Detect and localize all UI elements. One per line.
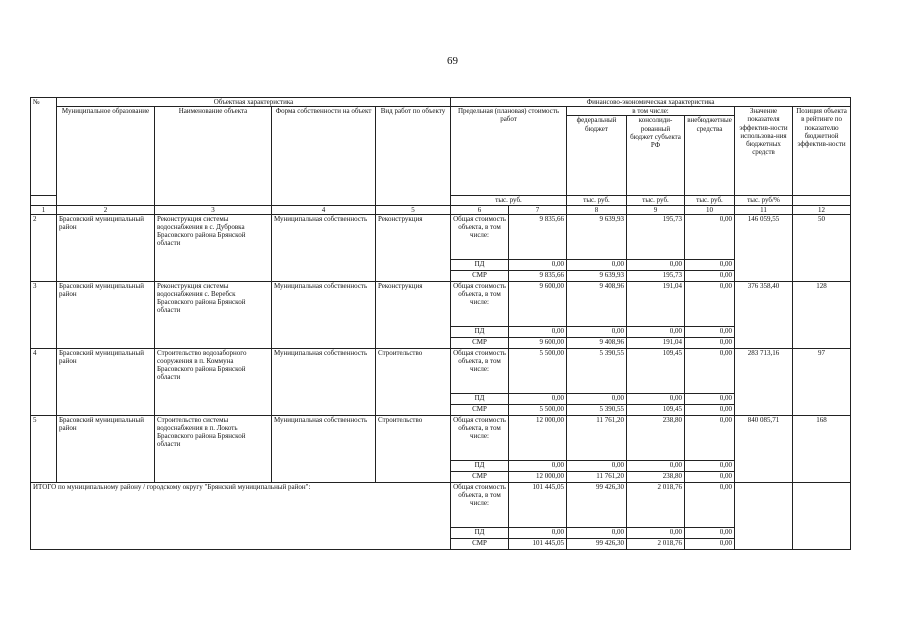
value-general: 0,00 — [685, 214, 735, 259]
value-general: 195,73 — [627, 214, 685, 259]
value-pd: 0,00 — [627, 259, 685, 270]
value-general: 9 835,66 — [509, 214, 567, 259]
value-pd: 0,00 — [627, 326, 685, 337]
value-smr: 2 018,76 — [627, 538, 685, 549]
row-indicator: 376 358,40 — [735, 281, 793, 348]
value-general: 2 018,76 — [627, 482, 685, 527]
value-general: 191,04 — [627, 281, 685, 326]
row-position: 128 — [793, 281, 851, 348]
value-pd: 0,00 — [509, 460, 567, 471]
value-pd: 0,00 — [627, 527, 685, 538]
label-pd: ПД — [451, 393, 509, 404]
row-indicator: 146 059,55 — [735, 214, 793, 281]
value-pd: 0,00 — [685, 259, 735, 270]
total-indicator-empty — [735, 482, 793, 549]
row-work-type: Строительство — [376, 415, 451, 482]
value-pd: 0,00 — [509, 393, 567, 404]
row-position: 168 — [793, 415, 851, 482]
column-number: 4 — [272, 205, 376, 214]
header-num: № — [31, 98, 57, 196]
value-general: 0,00 — [685, 348, 735, 393]
column-number: 2 — [57, 205, 155, 214]
value-general: 0,00 — [685, 415, 735, 460]
header-unit-cost: тыс. руб. — [451, 196, 567, 205]
value-pd: 0,00 — [567, 326, 627, 337]
label-general: Общая стоимость объекта, в том числе: — [451, 281, 509, 326]
value-smr: 0,00 — [685, 471, 735, 482]
header-max-cost: Предельная (плановая) стоимость работ — [451, 107, 567, 196]
value-smr: 109,45 — [627, 404, 685, 415]
label-pd: ПД — [451, 527, 509, 538]
page-number: 69 — [447, 55, 458, 67]
row-ownership: Муниципальная собственность — [272, 281, 376, 348]
label-smr: СМР — [451, 337, 509, 348]
value-pd: 0,00 — [567, 527, 627, 538]
column-number: 8 — [567, 205, 627, 214]
value-pd: 0,00 — [567, 393, 627, 404]
header-ownership: Форма собственности на объект — [272, 107, 376, 205]
row-municipality: Брасовский муниципальный район — [57, 281, 155, 348]
value-pd: 0,00 — [509, 326, 567, 337]
value-smr: 11 761,20 — [567, 471, 627, 482]
value-general: 11 761,20 — [567, 415, 627, 460]
financial-table — [30, 97, 851, 550]
row-object-name: Строительство системы водоснабжения в п. Локоть Брасовского района Брянской области — [155, 415, 272, 482]
header-municipality: Муниципальное образование — [57, 107, 155, 205]
value-smr: 0,00 — [685, 404, 735, 415]
value-general: 101 445,05 — [509, 482, 567, 527]
value-pd: 0,00 — [567, 460, 627, 471]
label-pd: ПД — [451, 326, 509, 337]
value-smr: 5 390,55 — [567, 404, 627, 415]
header-unit-indicator: тыс. руб/% — [735, 196, 793, 205]
row-indicator: 283 713,16 — [735, 348, 793, 415]
row-indicator: 840 085,71 — [735, 415, 793, 482]
table-row — [31, 281, 851, 326]
row-municipality: Брасовский муниципальный район — [57, 214, 155, 281]
row-object-name: Строительство водозаборного сооружения в п. Коммуна Брасовского района Брянской области — [155, 348, 272, 415]
row-municipality: Брасовский муниципальный район — [57, 348, 155, 415]
value-pd: 0,00 — [685, 326, 735, 337]
row-position: 50 — [793, 214, 851, 281]
label-smr: СМР — [451, 538, 509, 549]
label-general: Общая стоимость объекта, в том числе: — [451, 348, 509, 393]
value-pd: 0,00 — [509, 527, 567, 538]
row-position: 97 — [793, 348, 851, 415]
value-pd: 0,00 — [567, 259, 627, 270]
label-general: Общая стоимость объекта, в том числе: — [451, 415, 509, 460]
header-unit-blank — [31, 196, 57, 205]
value-general: 0,00 — [685, 482, 735, 527]
table-row — [31, 348, 851, 393]
value-smr: 9 835,66 — [509, 270, 567, 281]
value-smr: 5 500,00 — [509, 404, 567, 415]
value-general: 99 426,30 — [567, 482, 627, 527]
row-municipality: Брасовский муниципальный район — [57, 415, 155, 482]
header-object-group: Объектная характеристика — [57, 98, 451, 107]
value-pd: 0,00 — [685, 460, 735, 471]
value-general: 9 639,93 — [567, 214, 627, 259]
label-general: Общая стоимость объекта, в том числе: — [451, 482, 509, 527]
column-number: 11 — [735, 205, 793, 214]
value-smr: 9 600,00 — [509, 337, 567, 348]
label-general: Общая стоимость объекта, в том числе: — [451, 214, 509, 259]
value-general: 9 408,96 — [567, 281, 627, 326]
value-general: 238,80 — [627, 415, 685, 460]
column-number: 5 — [376, 205, 451, 214]
row-work-type: Реконструкция — [376, 281, 451, 348]
value-general: 5 390,55 — [567, 348, 627, 393]
value-smr: 9 408,96 — [567, 337, 627, 348]
total-row — [31, 482, 851, 527]
header-unit-position — [793, 196, 851, 205]
column-number: 6 — [451, 205, 509, 214]
row-number: 2 — [31, 214, 57, 281]
value-smr: 0,00 — [685, 337, 735, 348]
header-position: Позиция объекта в рейтинге по показателю бюджетной эффектив-ности — [793, 107, 851, 196]
row-object-name: Реконструкция системы водоснабжения в с. Дубровка Брасовского района Брянской области — [155, 214, 272, 281]
label-pd: ПД — [451, 460, 509, 471]
value-pd: 0,00 — [509, 259, 567, 270]
header-finance-group: Финансово-экономическая характеристика — [451, 98, 851, 107]
column-number: 1 — [31, 205, 57, 214]
total-label: ИТОГО по муниципальному району / городскому округу "Брянский муниципальный район": — [31, 482, 451, 549]
header-consolidated: консолиди-рованный бюджет субъекта РФ — [627, 116, 685, 196]
column-number: 9 — [627, 205, 685, 214]
value-pd: 0,00 — [685, 393, 735, 404]
header-unit-federal: тыс. руб. — [567, 196, 627, 205]
header-indicator: Значение показателя эффектив-ности использова-ния бюджетных средств — [735, 107, 793, 196]
table-row — [31, 415, 851, 460]
label-pd: ПД — [451, 259, 509, 270]
row-ownership: Муниципальная собственность — [272, 348, 376, 415]
value-smr: 191,04 — [627, 337, 685, 348]
header-federal: федеральный бюджет — [567, 116, 627, 196]
column-number: 7 — [509, 205, 567, 214]
table-row — [31, 214, 851, 259]
row-ownership: Муниципальная собственность — [272, 415, 376, 482]
value-smr: 238,80 — [627, 471, 685, 482]
header-work-type: Вид работ по объекту — [376, 107, 451, 205]
value-pd: 0,00 — [627, 393, 685, 404]
column-number: 12 — [793, 205, 851, 214]
value-general: 12 000,00 — [509, 415, 567, 460]
header-extra: внебюджетные средства — [685, 116, 735, 196]
header-including: в том числе: — [567, 107, 735, 116]
value-smr: 0,00 — [685, 538, 735, 549]
label-smr: СМР — [451, 404, 509, 415]
value-general: 0,00 — [685, 281, 735, 326]
value-pd: 0,00 — [685, 527, 735, 538]
value-smr: 9 639,93 — [567, 270, 627, 281]
value-smr: 195,73 — [627, 270, 685, 281]
row-number: 5 — [31, 415, 57, 482]
value-smr: 0,00 — [685, 270, 735, 281]
row-object-name: Реконструкция системы водоснабжения с. Веребск Брасовского района Брянской области — [155, 281, 272, 348]
header-object-name: Наименование объекта — [155, 107, 272, 205]
row-work-type: Реконструкция — [376, 214, 451, 281]
value-general: 9 600,00 — [509, 281, 567, 326]
row-work-type: Строительство — [376, 348, 451, 415]
total-position-empty — [793, 482, 851, 549]
header-unit-consolidated: тыс. руб. — [627, 196, 685, 205]
row-ownership: Муниципальная собственность — [272, 214, 376, 281]
row-number: 3 — [31, 281, 57, 348]
value-general: 5 500,00 — [509, 348, 567, 393]
label-smr: СМР — [451, 471, 509, 482]
column-number: 3 — [155, 205, 272, 214]
value-smr: 101 445,05 — [509, 538, 567, 549]
value-pd: 0,00 — [627, 460, 685, 471]
label-smr: СМР — [451, 270, 509, 281]
row-number: 4 — [31, 348, 57, 415]
column-number: 10 — [685, 205, 735, 214]
value-general: 109,45 — [627, 348, 685, 393]
value-smr: 12 000,00 — [509, 471, 567, 482]
value-smr: 99 426,30 — [567, 538, 627, 549]
header-unit-extra: тыс. руб. — [685, 196, 735, 205]
